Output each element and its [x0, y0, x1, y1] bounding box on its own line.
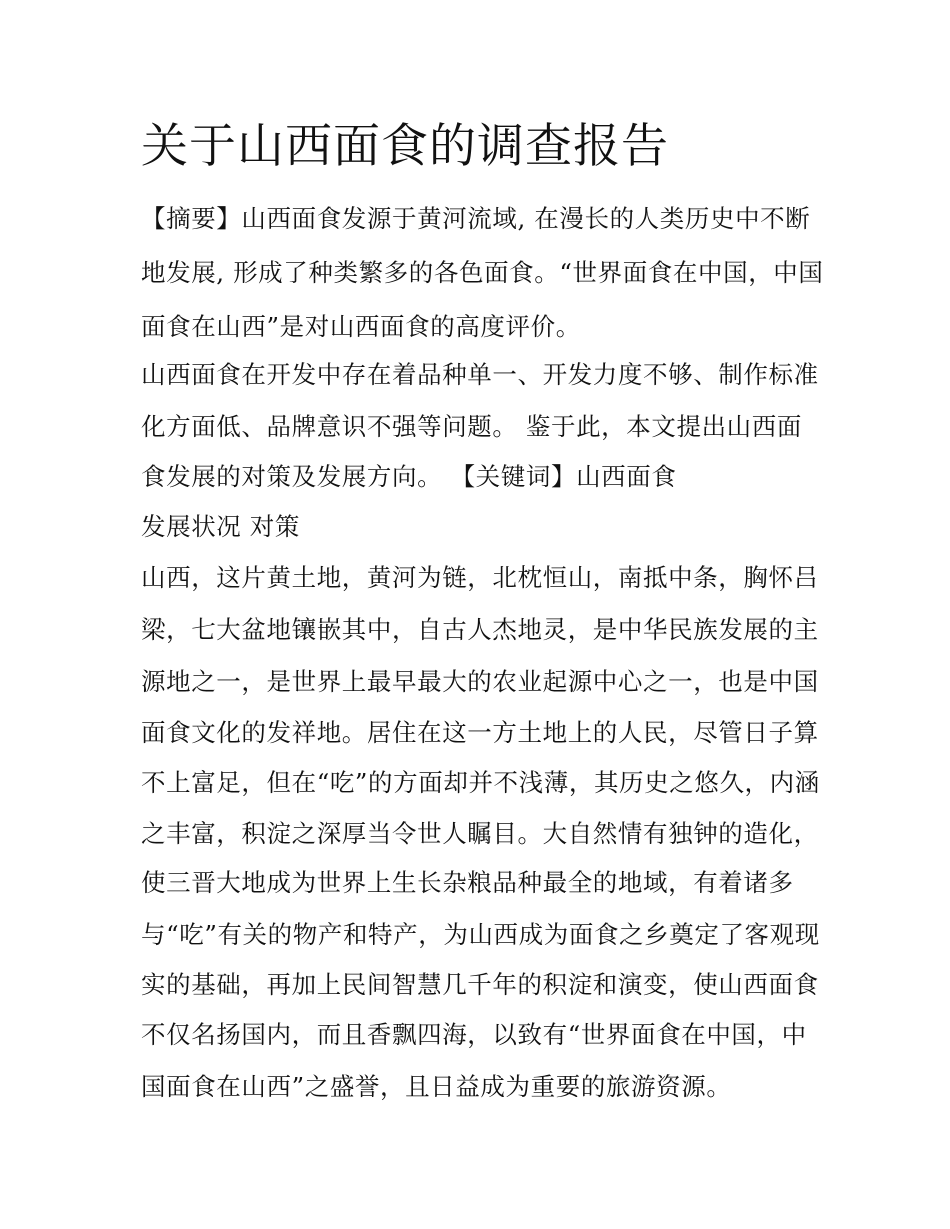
text-line: 不仅名扬国内，而且香飘四海，以致有“世界面食在中国，中 — [141, 1020, 807, 1049]
text-line: 使三晋大地成为世界上生长杂粮品种最全的地域，有着诸多 — [141, 868, 794, 897]
text-line: 化方面低、品牌意识不强等问题。 鉴于此，本文提出山西面 — [141, 412, 802, 441]
text-line: 山西，这片黄土地，黄河为链，北枕恒山，南抵中条，胸怀吕 — [141, 563, 819, 592]
text-line: 发展状况 对策 — [141, 512, 300, 541]
text-line: 国面食在山西”之盛誉，且日益成为重要的旅游资源。 — [141, 1072, 732, 1101]
text-line: 之丰富，积淀之深厚当令世人瞩目。大自然情有独钟的造化， — [141, 819, 819, 848]
text-line: 源地之一，是世界上最早最大的农业起源中心之一，也是中国 — [141, 667, 819, 696]
text-line: 实的基础，再加上民间智慧几千年的积淀和演变，使山西面食 — [141, 970, 819, 999]
text-line: 地发展, 形成了种类繁多的各色面食。“世界面食在中国，中国 — [141, 258, 824, 287]
text-line: 不上富足，但在“吃”的方面却并不浅薄，其历史之悠久，内涵 — [141, 768, 820, 797]
text-line: 面食在山西”是对山西面食的高度评价。 — [141, 312, 581, 341]
text-line: 食发展的对策及发展方向。 【关键词】山西面食 — [141, 462, 677, 491]
text-line: 与“吃”有关的物产和特产，为山西成为面食之乡奠定了客观现 — [141, 920, 820, 949]
text-line: 面食文化的发祥地。居住在这一方土地上的人民，尽管日子算 — [141, 718, 819, 747]
text-line: 山西面食在开发中存在着品种单一、开发力度不够、制作标准 — [141, 360, 819, 389]
document-title: 关于山西面食的调查报告 — [141, 119, 669, 174]
text-line: 【摘要】山西面食发源于黄河流域, 在漫长的人类历史中不断 — [141, 204, 811, 233]
text-line: 梁，七大盆地镶嵌其中，自古人杰地灵，是中华民族发展的主 — [141, 615, 819, 644]
